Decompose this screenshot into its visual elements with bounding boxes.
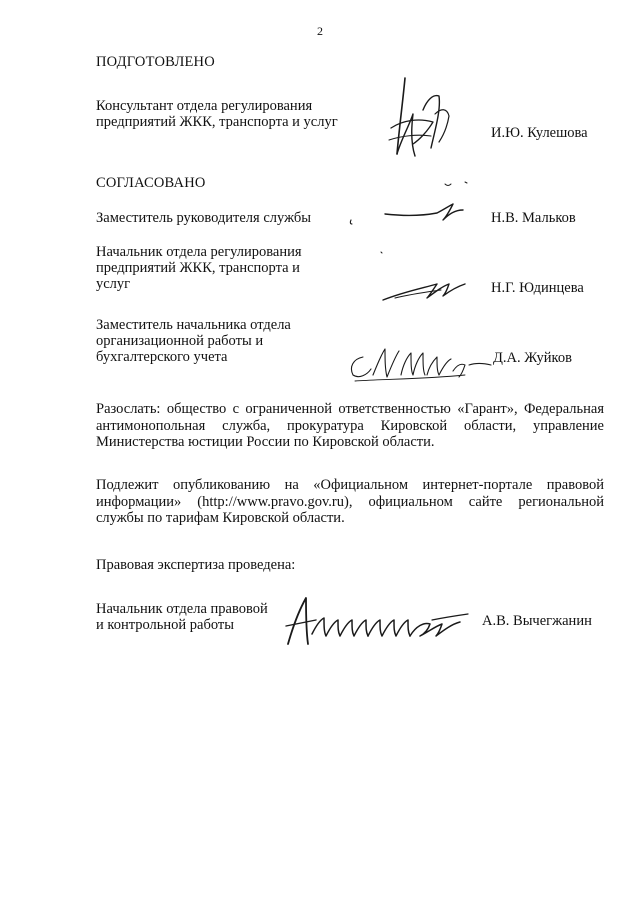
prepared-heading: ПОДГОТОВЛЕНО — [96, 54, 215, 70]
agreed-entry-2-role-line-3: услуг — [96, 276, 131, 292]
agreed-entry-1-role — [96, 210, 311, 226]
legal-review-name: А.В. Вычегжанин — [482, 613, 592, 629]
distribution-paragraph: Разослать: общество с ограниченной ответственностью «Гарант», Федеральная антимонопольная служба, прокуратура Кировской области, управление Министерства юстиции России по Кировской области. — [96, 401, 604, 450]
page-number: 2 — [317, 24, 323, 38]
prepared-role-line-2: предприятий ЖКК, транспорта и услуг — [96, 114, 338, 130]
signature-vychegzhanin — [282, 590, 477, 650]
agreed-entry-1-name: Н.В. Мальков — [491, 210, 576, 226]
agreed-entry-2-role-line-1: Начальник отдела регулирования — [96, 244, 302, 260]
signature-kuleshova — [383, 70, 463, 162]
signature-yudintseva — [375, 250, 475, 310]
agreed-entry-3-role-line-2: организационной работы и — [96, 333, 264, 349]
agreed-entry-3-role — [96, 317, 291, 365]
signature-malkov — [345, 180, 475, 230]
agreed-entry-3-role-line-3: бухгалтерского учета — [96, 349, 228, 365]
legal-review-statement: Правовая экспертиза проведена: — [96, 557, 296, 573]
agreed-entry-2-role-line-2: предприятий ЖКК, транспорта и — [96, 260, 300, 276]
legal-review-role-line-1: Начальник отдела правовой — [96, 601, 268, 617]
signature-zhuikov — [345, 335, 505, 390]
prepared-role-line-1: Консультант отдела регулирования — [96, 98, 313, 114]
legal-review-role — [96, 601, 268, 633]
legal-review-role-line-2: и контрольной работы — [96, 617, 234, 633]
prepared-role — [96, 98, 338, 130]
agreed-entry-3-role-line-1: Заместитель начальника отдела — [96, 317, 291, 333]
agreed-entry-3-name: Д.А. Жуйков — [493, 350, 572, 366]
publication-paragraph: Подлежит опубликованию на «Официальном интернет-портале правовой информации» (http://www.pravo.gov.ru), официальном сайте региональной службы по тарифам Кировской области. — [96, 477, 604, 526]
agreed-entry-2-name: Н.Г. Юдинцева — [491, 280, 584, 296]
agreed-heading: СОГЛАСОВАНО — [96, 175, 206, 191]
prepared-name: И.Ю. Кулешова — [491, 125, 588, 141]
agreed-entry-2-role — [96, 244, 302, 292]
agreed-entry-1-role-line-1: Заместитель руководителя службы — [96, 210, 312, 226]
